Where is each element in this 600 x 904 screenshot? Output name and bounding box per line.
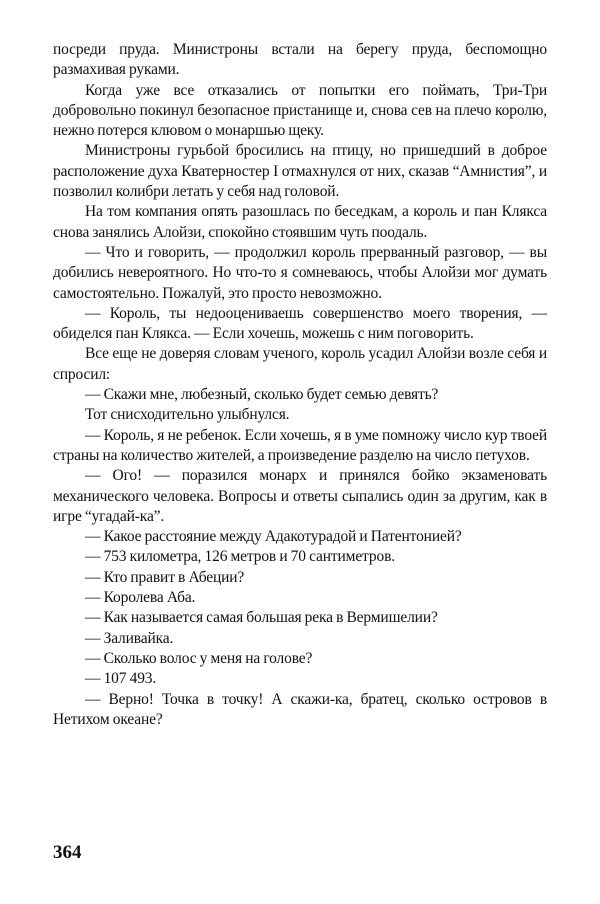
paragraph-14: — Кто правит в Абеции? (85, 568, 245, 586)
paragraph-16: — Как называется самая большая река в Вермишелии? (85, 609, 438, 627)
paragraph-17: — Заливайка. (85, 629, 174, 647)
paragraph-8: — Скажи мне, любезный, сколько будет семью девять? (85, 386, 439, 404)
paragraph-20: — Верно! Точка в точку! А скажи-ка, братец, сколько островов в Нетихом океане? (53, 690, 547, 728)
paragraph-2: Когда уже все отказались от попытки его поймать, Три-Три добровольно покинул безопасное пристанище и, снова сев на плечо королю, нежно потерся клювом о монаршью щеку. (53, 81, 547, 140)
paragraph-18: — Сколько волос у меня на голове? (85, 649, 313, 667)
paragraph-12: — Какое расстояние между Адакотурадой и Патентонией? (85, 528, 462, 546)
paragraph-6: — Король, ты недооцениваешь совершенство моего творения, — обиделся пан Клякса. — Если хочешь, можешь с ним поговорить. (53, 304, 547, 343)
paragraph-3: Министроны гурьбой бросились на птицу, но пришедший в доброе расположение духа Кватерностер I отмахнулся от них, сказав “Амнистия”, и позволил колибри летать у себя над головой. (53, 142, 547, 201)
book-page-text (53, 40, 547, 730)
paragraph-10: — Король, я не ребенок. Если хочешь, я в уме помножу число кур твоей страны на количество жителей, а произведение разделю на число петухов. (53, 426, 547, 464)
paragraph-11: — Ого! — поразился монарх и принялся бойко экзаменовать механического человека. Вопросы и ответы сыпались один за другим, как в игре “угадай-ка”. (53, 467, 547, 525)
paragraph-9: Тот снисходительно улыбнулся. (85, 406, 290, 424)
paragraph-13: — 753 километра, 126 метров и 70 сантиметров. (85, 548, 395, 566)
paragraph-7: Все еще не доверяя словам ученого, король усадил Алойзи возле себя и спросил: (53, 345, 547, 383)
paragraph-19: — 107 493. (85, 670, 157, 688)
paragraph-15: — Королева Аба. (85, 589, 196, 607)
paragraph-5: — Что и говорить, — продолжил король прерванный разговор, — вы добились невероятного. Но что-то я сомневаюсь, чтобы Алойзи мог думать самостоятельно. Пожалуй, это просто невозможно. (53, 243, 547, 302)
paragraph-4: На том компания опять разошлась по беседкам, а король и пан Клякса снова занялись Алойзи, спокойно стоявшим чуть поодаль. (53, 203, 547, 241)
paragraph-1: посреди пруда. Министроны встали на берегу пруда, беспомощно размахивая руками. (53, 41, 547, 79)
page-number: 364 (53, 842, 82, 863)
